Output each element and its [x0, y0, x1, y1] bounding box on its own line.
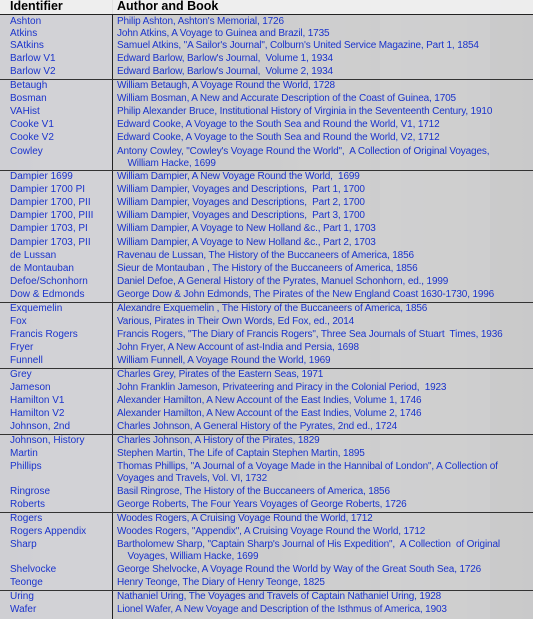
author-and-book: John Fryer, A New Account of ast-India and Persia, 1698	[117, 342, 359, 353]
group-separator	[0, 79, 533, 80]
author-and-book: William Dampier, Voyages and Descriptions, Part 2, 1700	[117, 197, 365, 208]
author-and-book: Voyages, William Hacke, 1699	[117, 550, 259, 562]
source-identifier: de Montauban	[10, 263, 74, 274]
source-identifier: Dampier 1700, PII	[10, 197, 91, 208]
author-and-book: Daniel Defoe, A General History of the Pyrates, Manuel Schonhorn, ed., 1999	[117, 276, 449, 287]
source-identifier: Defoe/Schonhorn	[10, 276, 88, 287]
group-separator	[0, 302, 533, 303]
source-identifier: Johnson, History	[10, 435, 85, 446]
source-identifier: Dampier 1700, PIII	[10, 210, 94, 221]
author-and-book: John Atkins, A Voyage to Guinea and Brazil, 1735	[117, 28, 330, 39]
source-identifier: Jameson	[10, 382, 51, 393]
source-identifier: VAHist	[10, 106, 40, 117]
source-identifier: de Lussan	[10, 250, 57, 261]
source-identifier: Dampier 1700 PI	[10, 184, 86, 195]
author-and-book: William Dampier, A Voyage to New Holland &c., Part 1, 1703	[117, 223, 376, 234]
source-identifier: Roberts	[10, 499, 46, 510]
author-and-book: Edward Barlow, Barlow's Journal, Volume 2, 1934	[117, 66, 333, 77]
group-separator	[0, 590, 533, 591]
source-identifier: Ringrose	[10, 486, 51, 497]
author-and-book: Various, Pirates in Their Own Words, Ed Fox, ed., 2014	[117, 316, 355, 327]
author-and-book: Basil Ringrose, The History of the Buccaneers of America, 1856	[117, 486, 390, 497]
author-and-book: William Funnell, A Voyage Round the World, 1969	[117, 355, 331, 366]
source-identifier: Bosman	[10, 93, 47, 104]
source-identifier: Cooke V1	[10, 119, 54, 130]
author-and-book: Charles Grey, Pirates of the Eastern Seas, 1971	[117, 369, 324, 380]
group-separator	[0, 434, 533, 435]
source-identifier: Wafer	[10, 604, 37, 615]
source-identifier: Fryer	[10, 342, 34, 353]
column-divider	[112, 0, 113, 619]
author-and-book: Voyages and Travels, Vol. VI, 1732	[117, 472, 268, 484]
source-identifier: Hamilton V2	[10, 408, 65, 419]
author-and-book: William Betaugh, A Voyage Round the World, 1728	[117, 80, 335, 91]
source-identifier: Martin	[10, 448, 38, 459]
author-and-book: Antony Cowley, "Cowley's Voyage Round the World", A Collection of Original Voyages,	[117, 146, 490, 157]
source-identifier: Grey	[10, 369, 32, 380]
author-and-book: William Hacke, 1699	[117, 157, 216, 169]
source-identifier: Dow & Edmonds	[10, 289, 85, 300]
author-and-book: Philip Alexander Bruce, Institutional History of Virginia in the Seventeenth Century, 1910	[117, 106, 493, 117]
group-separator	[0, 170, 533, 171]
table-header	[0, 0, 533, 15]
source-identifier: Funnell	[10, 355, 43, 366]
source-identifier: Dampier 1703, PI	[10, 223, 88, 234]
author-and-book: Charles Johnson, A General History of the Pyrates, 2nd ed., 1724	[117, 421, 398, 432]
author-and-book: George Roberts, The Four Years Voyages of George Roberts, 1726	[117, 499, 407, 510]
author-and-book: Nathaniel Uring, The Voyages and Travels of Captain Nathaniel Uring, 1928	[117, 591, 442, 602]
identifier-header: Identifier	[10, 0, 63, 13]
author-and-book: George Shelvocke, A Voyage Round the World by Way of the Great South Sea, 1726	[117, 564, 482, 575]
source-identifier: Barlow V1	[10, 53, 56, 64]
group-separator	[0, 512, 533, 513]
author-and-book: Henry Teonge, The Diary of Henry Teonge, 1825	[117, 577, 325, 588]
author-and-book: Woodes Rogers, "Appendix", A Cruising Voyage Round the World, 1712	[117, 526, 426, 537]
author-and-book: Ravenau de Lussan, The History of the Buccaneers of America, 1856	[117, 250, 414, 261]
author-and-book: William Dampier, A New Voyage Round the World, 1699	[117, 171, 360, 182]
author-and-book: Edward Cooke, A Voyage to the South Sea and Round the World, V2, 1712	[117, 132, 440, 143]
source-identifier: Atkins	[10, 28, 38, 39]
source-identifier: Exquemelin	[10, 303, 63, 314]
source-identifier: Cooke V2	[10, 132, 54, 143]
author-and-book: Francis Rogers, "The Diary of Francis Rogers", Three Sea Journals of Stuart Times, 1936	[117, 329, 503, 340]
author-and-book: George Dow & John Edmonds, The Pirates of the New England Coast 1630-1730, 1996	[117, 289, 495, 300]
source-identifier: SAtkins	[10, 40, 44, 51]
author-and-book: Bartholomew Sharp, "Captain Sharp's Journal of His Expedition", A Collection of Original	[117, 539, 500, 550]
author-and-book: Lionel Wafer, A New Voyage and Description of the Isthmus of America, 1903	[117, 604, 447, 615]
author-and-book: William Dampier, Voyages and Descriptions, Part 1, 1700	[117, 184, 365, 195]
group-separator	[0, 368, 533, 369]
source-identifier: Rogers	[10, 513, 43, 524]
source-identifier: Dampier 1699	[10, 171, 73, 182]
author-and-book: Alexandre Exquemelin , The History of the Buccaneers of America, 1856	[117, 303, 428, 314]
source-identifier: Hamilton V1	[10, 395, 65, 406]
author-and-book: Thomas Phillips, "A Journal of a Voyage Made in the Hannibal of London", A Collection of	[117, 461, 498, 472]
source-identifier: Fox	[10, 316, 27, 327]
author-and-book: Philip Ashton, Ashton's Memorial, 1726	[117, 16, 284, 27]
source-identifier: Teonge	[10, 577, 43, 588]
author-and-book: Charles Johnson, A History of the Pirates, 1829	[117, 435, 320, 446]
source-identifier: Barlow V2	[10, 66, 56, 77]
author-and-book: William Dampier, Voyages and Descriptions, Part 3, 1700	[117, 210, 365, 221]
author-and-book: Woodes Rogers, A Cruising Voyage Round the World, 1712	[117, 513, 373, 524]
author-and-book: Alexander Hamilton, A New Account of the East Indies, Volume 2, 1746	[117, 408, 422, 419]
source-identifier: Sharp	[10, 539, 37, 550]
source-identifier: Johnson, 2nd	[10, 421, 71, 432]
source-identifier: Dampier 1703, PII	[10, 237, 91, 248]
author-and-book: John Franklin Jameson, Privateering and Piracy in the Colonial Period, 1923	[117, 382, 447, 393]
source-identifier: Francis Rogers	[10, 329, 78, 340]
source-identifier: Ashton	[10, 16, 42, 27]
author-and-book: William Dampier, A Voyage to New Holland &c., Part 2, 1703	[117, 237, 376, 248]
source-identifier: Uring	[10, 591, 34, 602]
source-identifier: Shelvocke	[10, 564, 57, 575]
source-identifier: Rogers Appendix	[10, 526, 87, 537]
author-and-book: Alexander Hamilton, A New Account of the East Indies, Volume 1, 1746	[117, 395, 422, 406]
author-and-book: Sieur de Montauban , The History of the Buccaneers of America, 1856	[117, 263, 418, 274]
author-and-book: Edward Barlow, Barlow's Journal, Volume 1, 1934	[117, 53, 333, 64]
source-identifier: Cowley	[10, 146, 43, 157]
author-and-book: Stephen Martin, The Life of Captain Stephen Martin, 1895	[117, 448, 365, 459]
author-book-header: Author and Book	[117, 0, 219, 13]
author-and-book: William Bosman, A New and Accurate Description of the Coast of Guinea, 1705	[117, 93, 456, 104]
author-and-book: Edward Cooke, A Voyage to the South Sea and Round the World, V1, 1712	[117, 119, 440, 130]
source-identifier: Phillips	[10, 461, 42, 472]
source-identifier: Betaugh	[10, 80, 48, 91]
author-and-book: Samuel Atkins, "A Sailor's Journal", Colburn's United Service Magazine, Part 1, 1854	[117, 40, 479, 51]
